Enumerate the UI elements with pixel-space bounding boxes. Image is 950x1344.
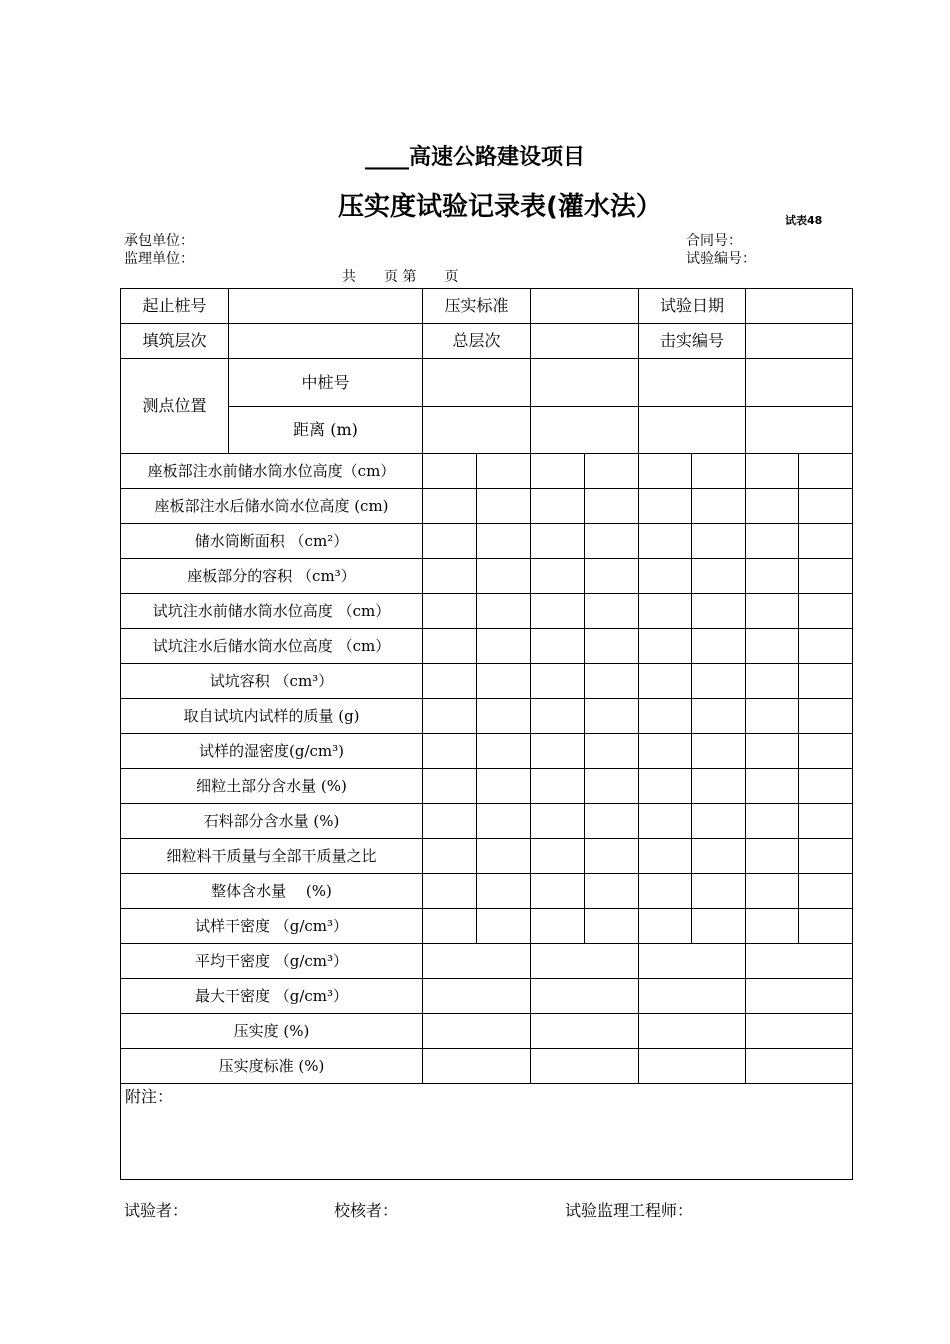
row-label: 平均干密度 （g/cm³） <box>121 944 423 979</box>
cell-value[interactable] <box>746 559 799 594</box>
table-row <box>121 804 853 839</box>
cell-value[interactable] <box>746 629 799 664</box>
cell-value[interactable] <box>531 524 585 559</box>
cell-value[interactable] <box>585 874 639 909</box>
cell-value[interactable] <box>639 979 746 1014</box>
cell-value[interactable] <box>692 559 746 594</box>
distance-label: 距离 (m) <box>229 407 423 454</box>
form-number: 试表48 <box>785 214 823 227</box>
cell-value[interactable] <box>423 734 477 769</box>
cell-value[interactable] <box>692 629 746 664</box>
row-label: 压实度 (%) <box>121 1014 423 1049</box>
row-label: 最大干密度 （g/cm³） <box>121 979 423 1014</box>
cell-value[interactable] <box>531 489 585 524</box>
cell-value[interactable] <box>585 489 639 524</box>
cell-value[interactable] <box>477 629 531 664</box>
cell-value[interactable] <box>746 454 799 489</box>
cell-label: 起止桩号 <box>121 289 229 324</box>
cell-label: 填筑层次 <box>121 324 229 359</box>
cell-value[interactable] <box>531 324 639 359</box>
cell-value[interactable] <box>423 524 477 559</box>
row-label: 试坑容积 （cm³） <box>121 664 423 699</box>
cell-value[interactable] <box>692 524 746 559</box>
cell-label: 总层次 <box>423 324 531 359</box>
cell-value[interactable] <box>639 524 692 559</box>
row-label: 试坑注水前储水筒水位高度 （cm） <box>121 594 423 629</box>
cell-value[interactable] <box>746 359 853 407</box>
cell-value[interactable] <box>746 289 853 324</box>
cell-value[interactable] <box>746 769 799 804</box>
cell-value[interactable] <box>746 407 853 454</box>
cell-value[interactable] <box>531 289 639 324</box>
contractor-label: 承包单位： <box>124 233 194 249</box>
tester-label: 试验者： <box>124 1201 189 1220</box>
cell-value[interactable] <box>746 699 799 734</box>
row-label: 取自试坑内试样的质量 (g) <box>121 699 423 734</box>
cell-value[interactable] <box>585 909 639 944</box>
note-label: 附注： <box>125 1087 174 1106</box>
row-label: 座板部注水前储水筒水位高度（cm） <box>121 454 423 489</box>
table-row <box>121 1084 853 1180</box>
cell-value[interactable] <box>692 839 746 874</box>
cell-value[interactable] <box>531 454 585 489</box>
cell-value[interactable] <box>639 407 746 454</box>
contract-no-label: 合同号： <box>686 233 742 249</box>
cell-value[interactable] <box>585 629 639 664</box>
checker-label: 校核者： <box>334 1201 399 1220</box>
cell-value[interactable] <box>639 454 692 489</box>
record-table <box>120 288 853 1180</box>
cell-value[interactable] <box>639 734 692 769</box>
cell-value[interactable] <box>746 524 799 559</box>
cell-value[interactable] <box>423 454 477 489</box>
supervisor-label: 监理单位： <box>124 251 194 267</box>
cell-value[interactable] <box>423 699 477 734</box>
cell-value[interactable] <box>531 594 585 629</box>
table-row <box>121 524 853 559</box>
row-label: 试样的湿密度(g/cm³) <box>121 734 423 769</box>
table-row <box>121 1014 853 1049</box>
cell-value[interactable] <box>531 699 585 734</box>
cell-value[interactable] <box>477 454 531 489</box>
cell-value[interactable] <box>692 909 746 944</box>
form-title: 压实度试验记录表(灌水法） <box>338 192 662 222</box>
table-row <box>121 1049 853 1084</box>
cell-value[interactable] <box>799 559 853 594</box>
cell-value[interactable] <box>423 804 477 839</box>
cell-value[interactable] <box>799 874 853 909</box>
cell-value[interactable] <box>799 769 853 804</box>
test-no-label: 试验编号： <box>686 251 756 267</box>
cell-value[interactable] <box>692 454 746 489</box>
cell-value[interactable] <box>746 804 799 839</box>
cell-value[interactable] <box>585 594 639 629</box>
cell-label: 试验日期 <box>639 289 746 324</box>
cell-value[interactable] <box>423 839 477 874</box>
cell-value[interactable] <box>692 699 746 734</box>
location-label: 测点位置 <box>121 359 229 454</box>
cell-value[interactable] <box>639 664 692 699</box>
cell-value[interactable] <box>585 734 639 769</box>
cell-value[interactable] <box>423 559 477 594</box>
cell-value[interactable] <box>531 804 585 839</box>
cell-value[interactable] <box>799 594 853 629</box>
cell-label: 击实编号 <box>639 324 746 359</box>
cell-value[interactable] <box>531 407 639 454</box>
cell-value[interactable] <box>477 489 531 524</box>
cell-value[interactable] <box>423 979 531 1014</box>
cell-value[interactable] <box>585 559 639 594</box>
cell-value[interactable] <box>477 804 531 839</box>
row-label: 试样干密度 （g/cm³） <box>121 909 423 944</box>
cell-value[interactable] <box>531 664 585 699</box>
cell-value[interactable] <box>799 839 853 874</box>
row-label: 石料部分含水量 (%) <box>121 804 423 839</box>
row-label: 座板部注水后储水筒水位高度 (cm) <box>121 489 423 524</box>
cell-value[interactable] <box>423 909 477 944</box>
cell-value[interactable] <box>639 489 692 524</box>
cell-value[interactable] <box>229 324 423 359</box>
table-row <box>121 839 853 874</box>
cell-value[interactable] <box>531 359 639 407</box>
cell-value[interactable] <box>746 594 799 629</box>
cell-value[interactable] <box>531 944 639 979</box>
cell-value[interactable] <box>423 359 531 407</box>
cell-value[interactable] <box>639 874 692 909</box>
cell-value[interactable] <box>585 524 639 559</box>
cell-value[interactable] <box>746 324 853 359</box>
note-cell[interactable] <box>121 1084 853 1180</box>
cell-value[interactable] <box>692 734 746 769</box>
cell-value[interactable] <box>639 699 692 734</box>
table-row <box>121 289 853 324</box>
cell-value[interactable] <box>799 489 853 524</box>
table-row <box>121 359 853 407</box>
cell-value[interactable] <box>477 839 531 874</box>
page-count-label: 共 页 第 页 <box>342 269 459 285</box>
cell-value[interactable] <box>531 874 585 909</box>
cell-value[interactable] <box>531 629 585 664</box>
cell-value[interactable] <box>799 629 853 664</box>
row-label: 细粒土部分含水量 (%) <box>121 769 423 804</box>
row-label: 试坑注水后储水筒水位高度 （cm） <box>121 629 423 664</box>
cell-value[interactable] <box>423 1049 531 1084</box>
cell-value[interactable] <box>477 594 531 629</box>
cell-value[interactable] <box>799 454 853 489</box>
cell-value[interactable] <box>692 804 746 839</box>
cell-value[interactable] <box>639 839 692 874</box>
cell-value[interactable] <box>746 1014 853 1049</box>
cell-value[interactable] <box>531 769 585 804</box>
cell-value[interactable] <box>639 594 692 629</box>
cell-value[interactable] <box>585 839 639 874</box>
cell-value[interactable] <box>639 909 692 944</box>
cell-value[interactable] <box>585 454 639 489</box>
cell-value[interactable] <box>692 594 746 629</box>
table-row <box>121 979 853 1014</box>
cell-value[interactable] <box>477 734 531 769</box>
table-row <box>121 769 853 804</box>
table-row <box>121 944 853 979</box>
cell-value[interactable] <box>423 769 477 804</box>
cell-value[interactable] <box>639 1014 746 1049</box>
cell-value[interactable] <box>585 769 639 804</box>
table-row <box>121 594 853 629</box>
cell-value[interactable] <box>531 734 585 769</box>
cell-value[interactable] <box>746 839 799 874</box>
cell-value[interactable] <box>639 944 746 979</box>
cell-value[interactable] <box>423 1014 531 1049</box>
row-label: 座板部分的容积 （cm³） <box>121 559 423 594</box>
cell-value[interactable] <box>477 664 531 699</box>
cell-value[interactable] <box>639 769 692 804</box>
cell-value[interactable] <box>799 734 853 769</box>
table-row <box>121 324 853 359</box>
cell-value[interactable] <box>531 909 585 944</box>
cell-value[interactable] <box>531 559 585 594</box>
table-row <box>121 909 853 944</box>
cell-label: 压实标准 <box>423 289 531 324</box>
cell-value[interactable] <box>477 909 531 944</box>
row-label: 细粒料干质量与全部干质量之比 <box>121 839 423 874</box>
cell-value[interactable] <box>692 489 746 524</box>
cell-value[interactable] <box>799 524 853 559</box>
cell-value[interactable] <box>746 909 799 944</box>
table-row <box>121 629 853 664</box>
cell-value[interactable] <box>692 664 746 699</box>
cell-value[interactable] <box>531 979 639 1014</box>
cell-value[interactable] <box>477 699 531 734</box>
cell-value[interactable] <box>799 664 853 699</box>
cell-value[interactable] <box>585 699 639 734</box>
table-row <box>121 874 853 909</box>
cell-value[interactable] <box>477 524 531 559</box>
cell-value[interactable] <box>639 629 692 664</box>
cell-value[interactable] <box>639 1049 746 1084</box>
cell-value[interactable] <box>477 874 531 909</box>
cell-value[interactable] <box>799 699 853 734</box>
cell-value[interactable] <box>746 944 853 979</box>
cell-value[interactable] <box>639 559 692 594</box>
cell-value[interactable] <box>477 559 531 594</box>
cell-value[interactable] <box>531 839 585 874</box>
cell-value[interactable] <box>746 664 799 699</box>
cell-value[interactable] <box>799 909 853 944</box>
cell-value[interactable] <box>746 489 799 524</box>
cell-value[interactable] <box>746 734 799 769</box>
cell-value[interactable] <box>423 407 531 454</box>
cell-value[interactable] <box>423 944 531 979</box>
cell-value[interactable] <box>585 664 639 699</box>
cell-value[interactable] <box>639 804 692 839</box>
cell-value[interactable] <box>692 769 746 804</box>
table-row <box>121 454 853 489</box>
cell-value[interactable] <box>746 874 799 909</box>
row-label: 储水筒断面积 （cm²） <box>121 524 423 559</box>
cell-value[interactable] <box>423 874 477 909</box>
row-label: 整体含水量 (%) <box>121 874 423 909</box>
cell-value[interactable] <box>477 769 531 804</box>
cell-value[interactable] <box>639 359 746 407</box>
row-label: 压实度标准 (%) <box>121 1049 423 1084</box>
cell-value[interactable] <box>531 1049 639 1084</box>
cell-value[interactable] <box>423 629 477 664</box>
cell-value[interactable] <box>746 1049 853 1084</box>
cell-value[interactable] <box>423 489 477 524</box>
cell-value[interactable] <box>229 289 423 324</box>
center-pile-label: 中桩号 <box>229 359 423 407</box>
engineer-label: 试验监理工程师： <box>565 1201 694 1220</box>
cell-value[interactable] <box>531 1014 639 1049</box>
table-row <box>121 489 853 524</box>
table-row <box>121 559 853 594</box>
table-row <box>121 407 853 454</box>
cell-value[interactable] <box>746 979 853 1014</box>
project-title: ____高速公路建设项目 <box>364 145 585 170</box>
table-row <box>121 699 853 734</box>
cell-value[interactable] <box>799 804 853 839</box>
table-row <box>121 664 853 699</box>
cell-value[interactable] <box>585 804 639 839</box>
table-row <box>121 734 853 769</box>
cell-value[interactable] <box>423 594 477 629</box>
cell-value[interactable] <box>692 874 746 909</box>
cell-value[interactable] <box>423 664 477 699</box>
